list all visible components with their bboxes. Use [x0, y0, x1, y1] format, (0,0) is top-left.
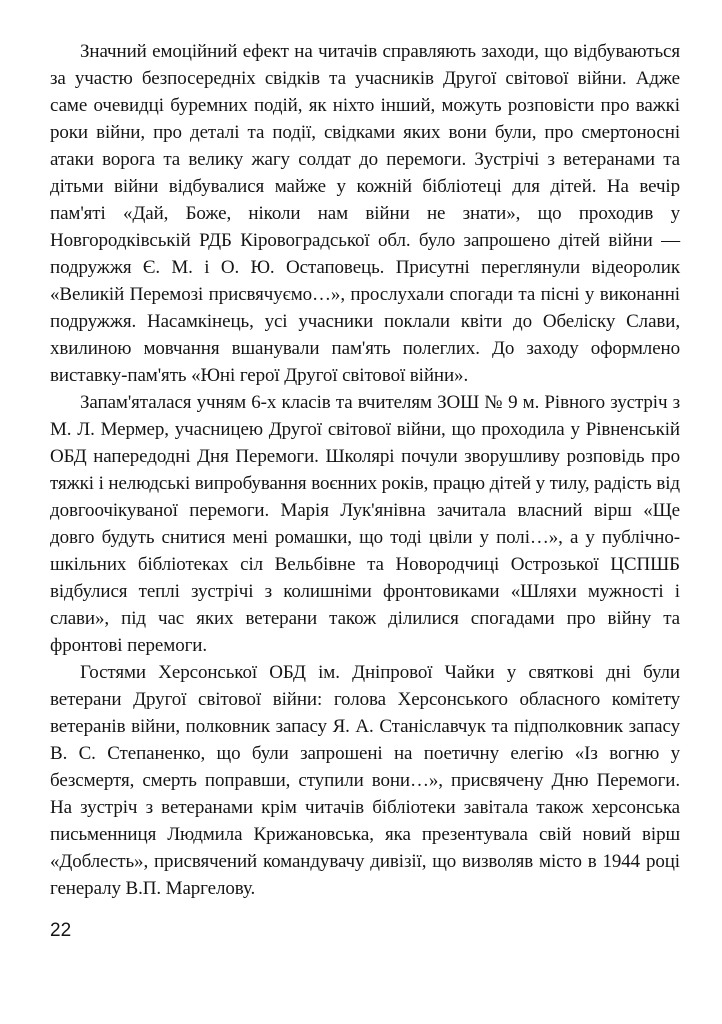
paragraph-kherson-guests: Гостями Херсонської ОБД ім. Дніпрової Чайки у святкові дні були ветерани Другої світової війни: голова Херсонського обласного комітету ветеранів війни, полковник запасу Я. А. Станіславчук та підполковник запасу В. С. Степаненко, що були запрошені на поетичну елегію «Із вогню у безсмертя, смерть поправши, ступили вони…», присвячену Дню Перемоги. На зустріч з ветеранами крім читачів бібліотеки завітала також херсонська письменниця Людмила Крижановська, яка презентувала свій новий вірш «Доблесть», присвячений командувачу дивізії, що визволяв місто в 1944 році генералу В.П. Маргелову.	[50, 662, 680, 899]
paragraph-rivne-meeting: Запам'яталася учням 6-х класів та вчителям ЗОШ № 9 м. Рівного зустріч з М. Л. Мермер, учасницею Другої світової війни, що проходила у Рівненській ОБД напередодні Дня Перемоги. Школярі почули зворушливу розповідь про тяжкі і нелюдські випробування воєнних років, працю дітей у тилу, радість від довгоочікуваної перемоги. Марія Лук'янівна зачитала власний вірш «Ще довго будуть снитися мені ромашки, що тоді цвіли у полі…», а у публічно-шкільних бібліотеках сіл Вельбівне та Новородчиці Острозької ЦСПШБ відбулися теплі зустрічі з колишніми фронтовиками «Шляхи мужності і слави», під час яких ветерани також ділилися спогадами про війну та фронтові перемоги.	[50, 392, 680, 656]
paragraph-veterans-meetings: Значний емоційний ефект на читачів справляють заходи, що відбуваються за участю безпосередніх свідків та учасників Другої світової війни. Адже саме очевидці буремних подій, як ніхто інший, можуть розповісти про важкі роки війни, про деталі та події, свідками яких вони були, про смертоносні атаки ворога та велику жагу солдат до перемоги. Зустрічі з ветеранами та дітьми війни відбувалися майже у кожній бібліотеці для дітей. На вечір пам'яті «Дай, Боже, ніколи нам війни не знати», що проходив у Новгородківській РДБ Кіровоградської обл. було запрошено дітей війни — подружжя Є. М. і О. Ю. Остаповець. Присутні переглянули відеоролик «Великій Перемозі присвячуємо…», прослухали спогади та пісні у виконанні подружжя. Насамкінець, усі учасники поклали квіти до Обеліску Слави, хвилиною мовчання вшанували пам'ять полеглих. До заходу оформлено виставку-пам'ять «Юні герої Другої світової війни».	[50, 41, 680, 386]
page-number: 22	[50, 920, 72, 941]
page-body	[50, 38, 680, 902]
